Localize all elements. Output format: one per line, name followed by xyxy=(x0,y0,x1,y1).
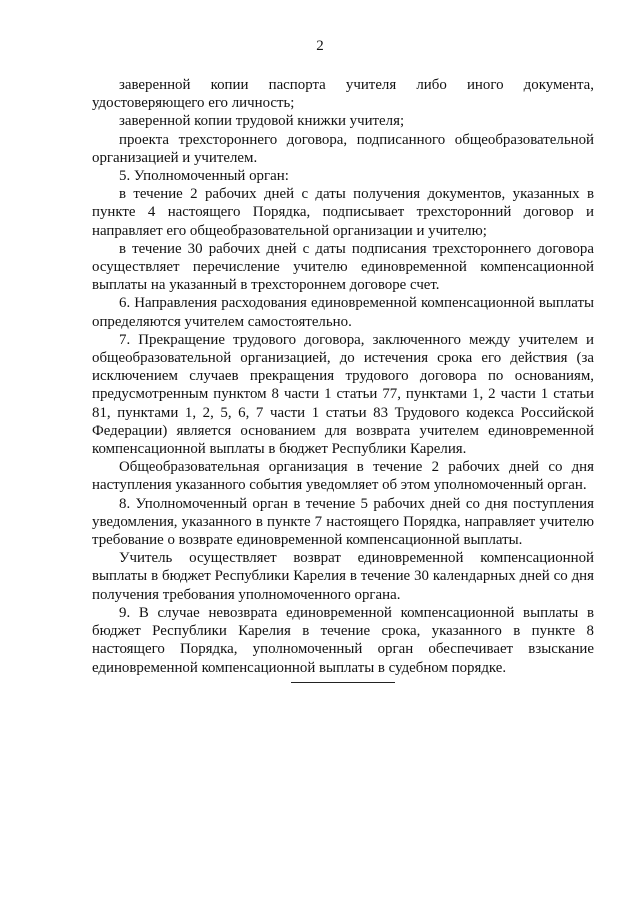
paragraph: проекта трехстороннего договора, подписанного общеобразовательной организацией и учителем. xyxy=(92,131,594,166)
paragraph: заверенной копии паспорта учителя либо иного документа, удостоверяющего его личность; xyxy=(92,77,594,112)
end-separator-line xyxy=(291,682,395,683)
paragraph: заверенной копии трудовой книжки учителя; xyxy=(119,113,405,130)
paragraph: Учитель осуществляет возврат единовременной компенсационной выплаты в бюджет Республики Карелия в течение 30 календарных дней со дня получения требования уполномоченного органа. xyxy=(92,550,594,603)
paragraph: Общеобразовательная организация в течение 2 рабочих дней со дня наступления указанного события уведомляет об этом уполномоченный орган. xyxy=(92,459,594,494)
page-number: 2 xyxy=(316,38,324,54)
paragraph: 8. Уполномоченный орган в течение 5 рабочих дней со дня поступления уведомления, указанного в пункте 7 настоящего Порядка, направляет учителю требование о возврате единовременной компенсационной выплаты. xyxy=(92,495,594,549)
paragraph: 9. В случае невозврата единовременной компенсационной выплаты в бюджет Республики Карелия в течение срока, указанного в пункте 8 настоящего Порядка, уполномоченный орган обеспечивает взыскание единовременной компенсационной выплаты в судебном порядке. xyxy=(92,604,594,676)
paragraph: в течение 30 рабочих дней с даты подписания трехстороннего договора осуществляет перечисление учителю единовременной компенсационной выплаты на указанный в трехстороннем договоре счет. xyxy=(92,240,594,294)
paragraph: 6. Направления расходования единовременной компенсационной выплаты определяются учителем самостоятельно. xyxy=(92,295,594,330)
document-body xyxy=(92,76,594,677)
paragraph: 5. Уполномоченный орган: xyxy=(119,168,289,185)
paragraph: в течение 2 рабочих дней с даты получения документов, указанных в пункте 4 настоящего Порядка, подписывает трехсторонний договор и направляет его общеобразовательной организации и учителю; xyxy=(92,186,594,239)
paragraph: 7. Прекращение трудового договора, заключенного между учителем и общеобразовательной организацией, до истечения срока его действия (за исключением случаев прекращения трудового договора по основаниям, предусмотренным пунктом 8 части 1 статьи 77, пунктами 1, 2 части 1 статьи 81, пунктами 1, 2, 5, 6, 7 части 1 статьи 83 Трудового кодекса Российской Федерации) является основанием для возврата учителем единовременной компенсационной выплаты в бюджет Республики Карелия. xyxy=(92,331,594,458)
